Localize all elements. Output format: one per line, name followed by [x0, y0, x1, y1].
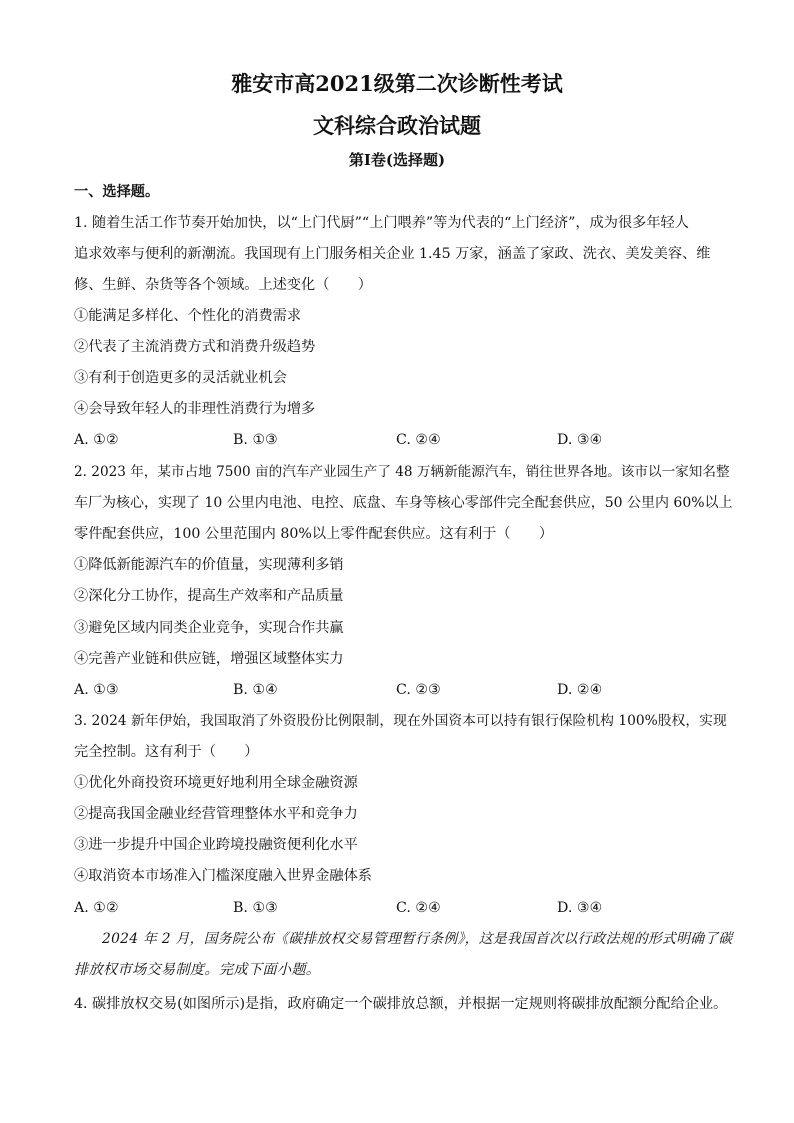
q2-option-a: A. ①③	[74, 682, 119, 698]
q1-stem-line-3: 修、生鲜、杂货等各个领域。上述变化（ ）	[74, 277, 372, 293]
q2-option-b: B. ①④	[233, 682, 278, 698]
q3-option-a: A. ①②	[74, 900, 119, 916]
exam-subtitle: 文科综合政治试题	[313, 113, 481, 138]
passage-line-2: 排放权市场交易制度。完成下面小题。	[74, 962, 321, 978]
q1-item-4: ④会导致年轻人的非理性消费行为增多	[74, 401, 316, 417]
q3-item-4: ④取消资本市场准入门槛深度融入世界金融体系	[74, 868, 372, 884]
q2-item-3: ③避免区域内同类企业竞争，实现合作共赢	[74, 620, 344, 636]
q2-item-1: ①降低新能源汽车的价值量，实现薄利多销	[74, 557, 344, 573]
q1-stem-line-1: 1. 随着生活工作节奏开始加快，以“上门代厨”“上门喂养”等为代表的“上门经济”，成为很多年轻人	[74, 215, 689, 231]
q1-option-a: A. ①②	[74, 432, 119, 448]
q3-option-c: C. ②④	[396, 900, 441, 916]
q3-option-b: B. ①③	[233, 900, 278, 916]
q3-option-d: D. ③④	[557, 900, 603, 916]
q2-option-d: D. ②④	[557, 682, 603, 698]
q2-option-c: C. ②③	[396, 682, 441, 698]
q1-item-3: ③有利于创造更多的灵活就业机会	[74, 370, 287, 386]
section-heading: 一、选择题。	[74, 184, 160, 200]
volume-heading: 第Ⅰ卷(选择题)	[348, 151, 446, 169]
q1-option-b: B. ①③	[233, 432, 278, 448]
q2-stem-line-3: 零件配套供应，100 公里范围内 80%以上零件配套供应。这有利于（ ）	[74, 526, 554, 542]
q4-stem-line-1: 4. 碳排放权交易(如图所示)是指，政府确定一个碳排放总额，并根据一定规则将碳排放配额分配给企业。	[74, 996, 728, 1012]
q3-stem-line-2: 完全控制。这有利于（ ）	[74, 744, 259, 760]
q1-option-d: D. ③④	[557, 432, 603, 448]
q2-item-2: ②深化分工协作，提高生产效率和产品质量	[74, 588, 344, 604]
q1-stem-line-2: 追求效率与便利的新潮流。我国现有上门服务相关企业 1.45 万家，涵盖了家政、洗衣、美发美容、维	[74, 246, 711, 262]
q2-stem-line-1: 2. 2023 年，某市占地 7500 亩的汽车产业园生产了 48 万辆新能源汽车，销往世界各地。该市以一家知名整	[74, 464, 730, 480]
passage-line-1: 2024 年 2 月，国务院公布《碳排放权交易管理暂行条例》，这是我国首次以行政法规的形式明确了碳	[102, 931, 733, 947]
q2-item-4: ④完善产业链和供应链，增强区域整体实力	[74, 651, 344, 667]
q1-item-1: ①能满足多样化、个性化的消费需求	[74, 308, 302, 324]
q3-item-3: ③进一步提升中国企业跨境投融资便利化水平	[74, 837, 358, 853]
q3-stem-line-1: 3. 2024 新年伊始，我国取消了外资股份比例限制，现在外国资本可以持有银行保险机构 100%股权，实现	[74, 713, 727, 729]
q2-stem-line-2: 车厂为核心，实现了 10 公里内电池、电控、底盘、车身等核心零部件完全配套供应，50 公里内 60%以上	[74, 495, 733, 511]
q3-item-2: ②提高我国金融业经营管理整体水平和竞争力	[74, 806, 358, 822]
exam-title: 雅安市高2021级第二次诊断性考试	[231, 71, 563, 96]
q1-item-2: ②代表了主流消费方式和消费升级趋势	[74, 339, 316, 355]
q1-option-c: C. ②④	[396, 432, 441, 448]
q3-item-1: ①优化外商投资环境更好地利用全球金融资源	[74, 775, 358, 791]
